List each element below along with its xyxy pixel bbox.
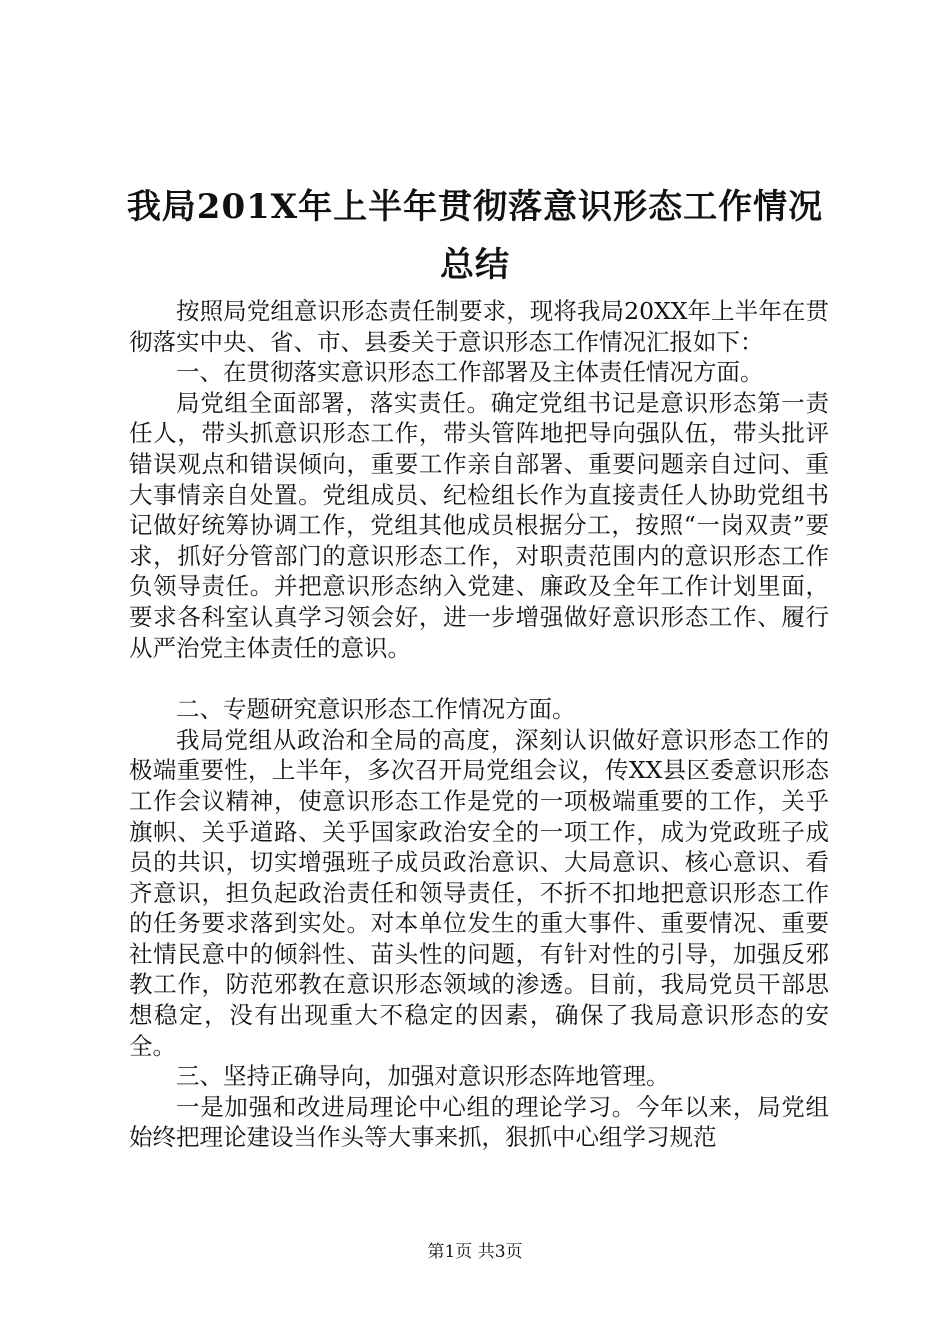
section-2-paragraph: 我局党组从政治和全局的高度，深刻认识做好意识形态工作的极端重要性，上半年，多次召开局党组会议，传XX县区委意识形态工作会议精神，使意识形态工作是党的一项极端重要的工作，关乎旗帜、关乎道路、关乎国家政治安全的一项工作，成为党政班子成员的共识，切实增强班子成员政治意识、大局意识、核心意识、看齐意识，担负起政治责任和领导责任，不折不扣地把意识形态工作的任务要求落到实处。对本单位发生的重大事件、重要情况、重要社情民意中的倾斜性、苗头性的问题，有针对性的引导，加强反邪教工作，防范邪教在意识形态领域的渗透。目前，我局党员干部思想稳定，没有出现重大不稳定的因素，确保了我局意识形态的安全。 <box>129 725 829 1060</box>
section-3-paragraph: 一是加强和改进局理论中心组的理论学习。今年以来，局党组始终把理论建设当作头等大事来抓，狠抓中心组学习规范 <box>129 1092 829 1152</box>
section-1-paragraph: 局党组全面部署，落实责任。确定党组书记是意识形态第一责任人，带头抓意识形态工作，带头管阵地把导向强队伍，带头批评错误观点和错误倾向，重要工作亲自部署、重要问题亲自过问、重大事情亲自处置。党组成员、纪检组长作为直接责任人协助党组书记做好统筹协调工作，党组其他成员根据分工，按照“一岗双责”要求，抓好分管部门的意识形态工作，对职责范围内的意识形态工作负领导责任。并把意识形态纳入党建、廉政及全年工作计划里面，要求各科室认真学习领会好，进一步增强做好意识形态工作、履行从严治党主体责任的意识。 <box>129 388 829 662</box>
page-number-footer: 第1页 共3页 <box>427 1242 523 1262</box>
document-title-line-2: 总结 <box>440 245 510 285</box>
section-heading-3: 三、坚持正确导向，加强对意识形态阵地管理。 <box>176 1062 670 1091</box>
document-body <box>129 296 829 1153</box>
document-title-line-1: 我局201X年上半年贯彻落意识形态工作情况 <box>126 187 824 227</box>
section-heading-2: 二、专题研究意识形态工作情况方面。 <box>176 695 576 724</box>
section-heading-1: 一、在贯彻落实意识形态工作部署及主体责任情况方面。 <box>176 358 764 387</box>
intro-paragraph: 按照局党组意识形态责任制要求，现将我局20XX年上半年在贯彻落实中央、省、市、县委关于意识形态工作情况汇报如下： <box>129 297 829 356</box>
